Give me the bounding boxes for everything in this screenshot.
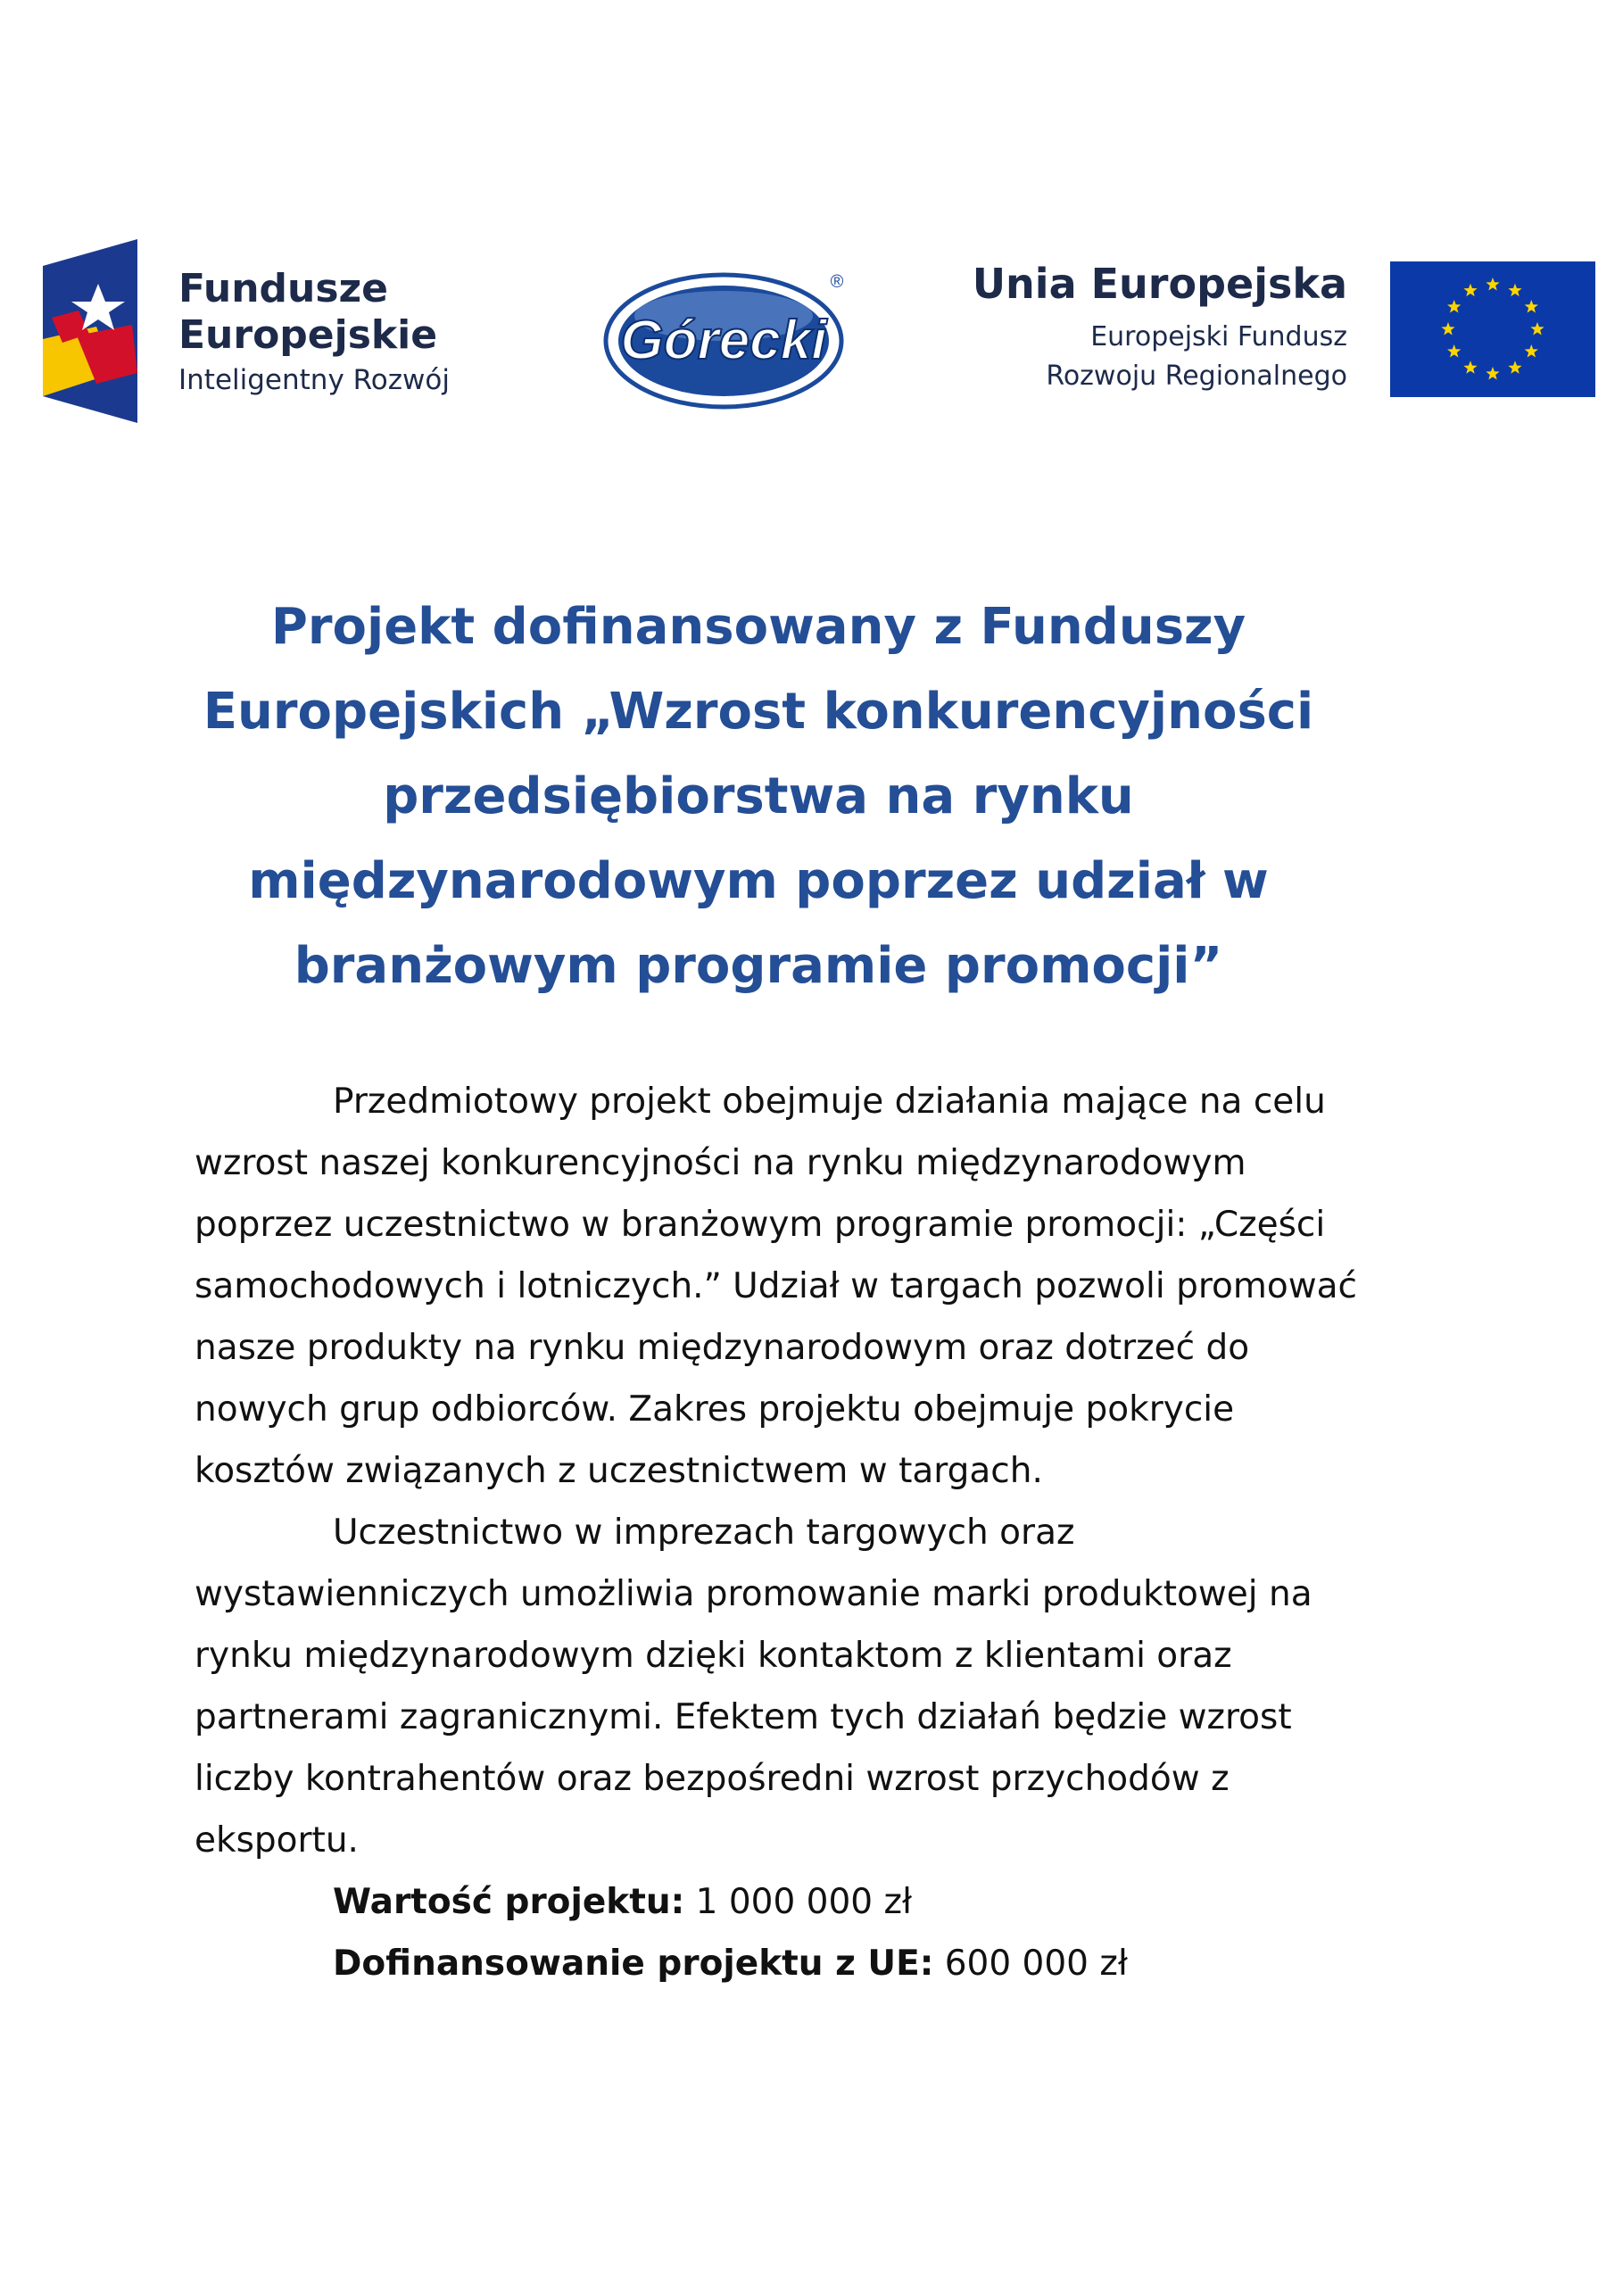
fundusze-subtitle: Inteligentny Rozwój [178, 364, 450, 396]
eu-star-icon [1447, 344, 1461, 357]
eu-star-icon [1525, 344, 1538, 357]
eu-star-icon [1508, 361, 1521, 373]
fundusze-europejskie-logo [43, 239, 507, 427]
eu-stars-icon [1390, 261, 1595, 397]
eu-star-icon [1486, 367, 1499, 379]
project-description [195, 1071, 1381, 1994]
eu-star-icon [1447, 300, 1461, 312]
fundusze-title [178, 266, 437, 359]
fundusze-europejskie-emblem-icon [43, 239, 137, 423]
fundusze-title-line2: Europejskie [178, 312, 438, 358]
eu-star-icon [1508, 284, 1521, 296]
description-paragraph-1: Przedmiotowy projekt obejmuje działania mające na celu wzrost naszej konkurencyjności na rynku międzynarodowym poprzez uczestnictwo w branżowym programie promocji: „Części samochodowych i lotniczych.” Udział w targach pozwoli promować nasze produkty na rynku międzynarodowym oraz dotrzeć do nowych grup odbiorców. Zakres projektu obejmuje pokrycie kosztów związanych z uczestnictwem w targach. [195, 1082, 1357, 1491]
eu-star-icon [1463, 284, 1477, 296]
project-value-amount: 1 000 000 zł [684, 1882, 913, 1922]
project-funding-amount: 600 000 zł [933, 1944, 1128, 1984]
ue-subtitle-line2: Rozwoju Regionalnego [1046, 361, 1347, 392]
heading-line4: międzynarodowym poprzez udział w [248, 852, 1269, 910]
eu-star-icon [1530, 322, 1544, 335]
gorecki-wordmark: Górecki [620, 310, 827, 371]
eu-star-icon [1441, 322, 1454, 335]
heading-line1: Projekt dofinansowany z Funduszy [270, 598, 1246, 656]
logo-strip [0, 0, 1623, 500]
gorecki-logo [603, 261, 853, 412]
project-value-row [333, 1871, 1381, 1933]
eu-star-icon [1486, 278, 1499, 290]
ue-subtitle [964, 318, 1347, 396]
heading-line3: przedsiębiorstwa na rynku [383, 767, 1134, 825]
eu-star-icon [1463, 361, 1477, 373]
project-summary [333, 1871, 1381, 1994]
project-heading [196, 584, 1321, 1008]
ue-subtitle-line1: Europejski Fundusz [1090, 321, 1347, 352]
project-funding-label: Dofinansowanie projektu z UE: [333, 1944, 934, 1984]
unia-europejska-label [964, 257, 1347, 396]
registered-mark: ® [830, 272, 844, 292]
gorecki-logo-mark [603, 261, 853, 412]
project-funding-row [333, 1933, 1381, 1994]
ue-title: Unia Europejska [972, 260, 1347, 308]
heading-line5: branżowym programie promocji” [294, 937, 1223, 995]
fundusze-title-line1: Fundusze [178, 266, 388, 311]
eu-flag [1390, 261, 1595, 397]
heading-line2: Europejskich „Wzrost konkurencyjności [203, 683, 1314, 741]
project-value-label: Wartość projektu: [333, 1882, 685, 1922]
description-paragraph-2: Uczestnictwo w imprezach targowych oraz wystawienniczych umożliwia promowanie marki produktowej na rynku międzynarodowym dzięki kontaktom z klientami oraz partnerami zagranicznymi. Efektem tych działań będzie wzrost liczby kontrahentów oraz bezpośredni wzrost przychodów z eksportu. [195, 1513, 1312, 1861]
eu-star-icon [1525, 300, 1538, 312]
